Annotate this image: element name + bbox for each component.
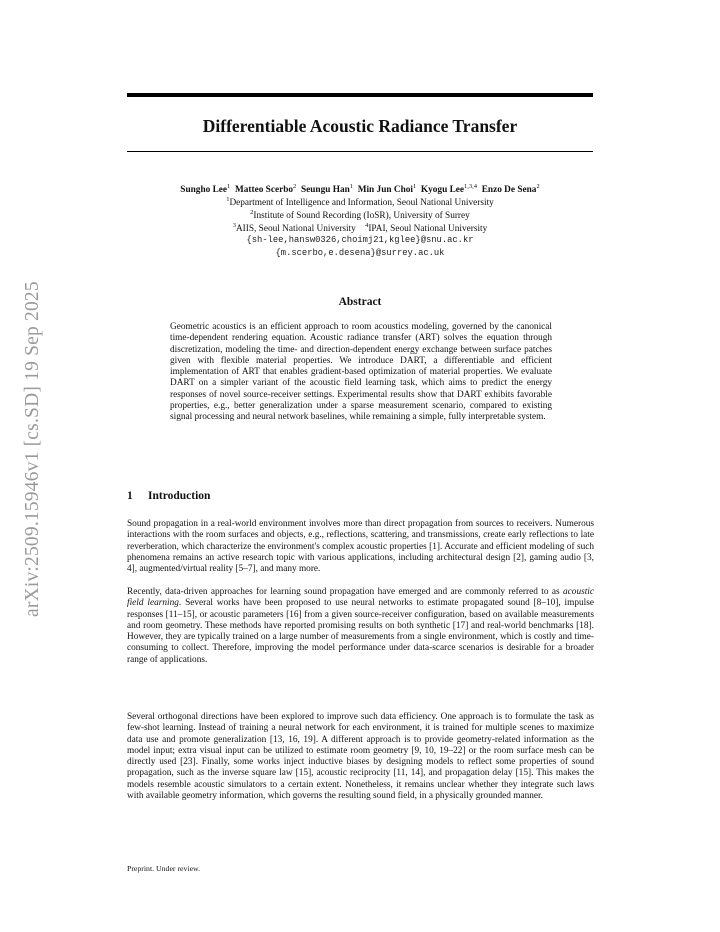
affil-text: Department of Intelligence and Information, Seoul National University (229, 198, 494, 209)
paragraph-2-start: Recently, data-driven approaches for learning sound propagation have emerged and are commonly referred to as (127, 587, 564, 597)
affil-mark: 3 (232, 222, 236, 229)
section-heading (127, 490, 210, 502)
author-name: Enzo De Sena (481, 185, 537, 196)
affil-mark: 1 (226, 196, 230, 203)
paragraph-2 (127, 587, 594, 666)
author-name: Matteo Scerbo (234, 185, 294, 196)
affil-mark: 4 (365, 222, 369, 229)
affil-text: Institute of Sound Recording (IoSR), University of Surrey (253, 211, 470, 222)
title-bottom-rule (127, 151, 593, 152)
affil-text: AIIS, Seoul National University (235, 224, 356, 235)
affiliation-3-4 (110, 222, 610, 234)
email-surrey: {m.scerbo,e.desena}@surrey.ac.uk (275, 248, 445, 258)
author-affil-mark: 2 (293, 183, 297, 190)
email-snu: {sh-lee,hansw0326,choimj21,kglee}@snu.ac.kr (246, 235, 474, 245)
author-affil-mark: 1 (413, 183, 417, 190)
paragraph-2-end: . Several works have been proposed to use neural networks to estimate propagated sound [8–10], impulse responses [11–15], or acoustic parameters [16] from a given source-receiver configuration, based on available measurements and room geometry. These methods have reported promising results on both synthetic [17] and real-world benchmarks [18]. However, they are typically trained on a large number of measurements from a single environment, which is costly and time-consuming to collect. Therefore, improving the model performance under data-scarce scenarios is desirable for a broader range of applications. (127, 598, 594, 665)
section-title: Introduction (148, 490, 211, 502)
paper-title: Differentiable Acoustic Radiance Transfer (202, 116, 518, 136)
paragraph-2-emphasis: acoustic field learning (127, 587, 594, 609)
affiliation-1 (110, 196, 610, 208)
paragraph-1: Sound propagation in a real-world environment involves more than direct propagation from sources to receivers. Numerous interactions with the room surfaces and objects, e.g., reflections, scattering, and transmissions, create early reflections to late reverberation, which characterize the environment's complex acoustic properties [1]. Accurate and efficient modeling of such phenomena remains an active research topic with various applications, including architectural design [2], gaming audio [3, 4], augmented/virtual reality [5–7], and many more. (127, 519, 594, 575)
section-number: 1 (127, 490, 133, 502)
author-name: Seungu Han (300, 185, 350, 196)
abstract-heading: Abstract (338, 296, 382, 308)
author-affil-mark: 1 (349, 183, 354, 190)
abstract-text: Geometric acoustics is an efficient approach to room acoustics modeling, governed by the canonical time-dependent rendering equation. Acoustic radiance transfer (ART) solves the equation through discretization, modeling the time- and direction-dependent energy exchange between surface patches given with flexible material properties. We introduce DART, a differentiable and efficient implementation of ART that enables gradient-based optimization of material properties. We evaluate DART on a simpler variant of the acoustic field learning task, which aims to predict the energy responses of novel source-receiver settings. Experimental results show that DART exhibits favorable properties, e.g., better generalization under a sparse measurement scenario, compared to existing signal processing and neural network baselines, while remaining a simple, fully interpretable system. (170, 322, 552, 423)
preprint-note: Preprint. Under review. (127, 864, 201, 873)
author-name: Min Jun Choi (357, 185, 413, 196)
author-affil-mark: 2 (536, 183, 540, 190)
affiliation-2 (110, 209, 610, 221)
paragraph-3: Several orthogonal directions have been explored to improve such data efficiency. One approach is to formulate the task as few-shot learning. Instead of training a neural network for each environment, it is trained for multiple scenes to maximize data use and promote generalization [13, 16, 19]. A different approach is to provide geometry-related information as the model input; extra visual input can be utilized to estimate room geometry [9, 10, 19–22] or the room surface mesh can be directly used [23]. Finally, some works inject inductive biases by designing models to reflect some properties of sound propagation, such as the inverse square law [15], acoustic reciprocity [11, 14], and propagation delay [15]. This makes the models resemble acoustic simulators to a certain extent. Nonetheless, it remains unclear whether they integrate such laws with available geometry information, which governs the resulting sound field, in a physically grounded manner. (127, 712, 594, 802)
title-top-rule (127, 93, 593, 97)
affil-text: IPAI, Seoul National University (368, 224, 488, 235)
author-name: Sungho Lee (180, 185, 228, 196)
author-list (110, 183, 610, 195)
author-affil-mark: 1 (227, 183, 231, 190)
arxiv-identifier: arXiv:2509.15946v1 [cs.SD] 19 Sep 2025 (22, 281, 43, 617)
author-name: Kyogu Lee (420, 185, 465, 196)
affil-mark: 2 (250, 209, 254, 216)
author-affil-mark: 1,3,4 (464, 183, 478, 190)
